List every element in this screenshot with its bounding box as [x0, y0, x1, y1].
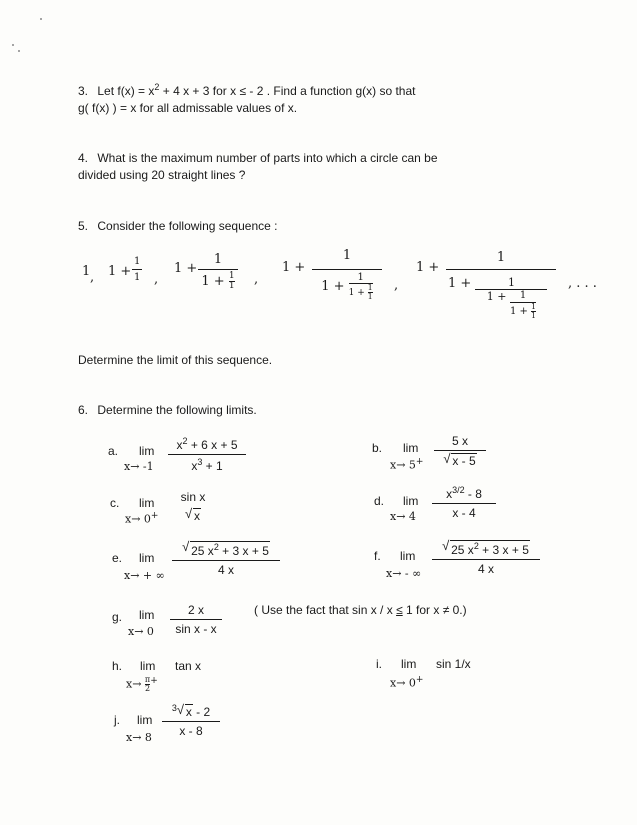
numerator: √ 25 $x^2 + 3$ x + 5	[182, 539, 269, 558]
q3-relation: ≤	[239, 84, 247, 98]
label-a: a.	[108, 444, 119, 458]
q5-conclusion: Determine the limit of this sequence.	[78, 353, 273, 367]
approach-h: x→ $\frac{\pi}{2}$ +	[126, 675, 158, 694]
term-2-lead: 1 +	[108, 264, 132, 279]
inner-lead: 1 +	[448, 276, 472, 291]
inner-numerator: 1	[228, 271, 235, 281]
denominator	[312, 270, 382, 301]
inner-denominator: 1	[228, 281, 235, 291]
separator: ,	[394, 278, 399, 293]
third-numerator: 1	[531, 302, 537, 311]
q5-prompt: Consider the following sequence :	[97, 219, 278, 233]
approach-i: x→ 0+	[390, 675, 424, 690]
q3-text-b: + 4 x + 3 for x	[162, 84, 237, 98]
term-5-lead: 1 +	[416, 260, 440, 275]
fraction-d	[432, 485, 496, 520]
numerator: 1	[342, 248, 352, 263]
numerator: √ 25 $x^2 + 3$ x + 5	[442, 538, 529, 557]
inner-denominator	[475, 289, 547, 320]
term-4-fraction	[312, 248, 382, 301]
q4-number: 4.	[78, 151, 89, 165]
separator: ,	[90, 270, 95, 285]
fraction-g	[170, 603, 222, 636]
approach-d: x→ 4	[390, 510, 416, 523]
q3-text-a: Let f(x) = x	[97, 84, 155, 98]
approach-a: x→ -1	[124, 460, 154, 473]
lim: lim	[140, 659, 156, 673]
numerator: 5 x	[451, 434, 468, 448]
q4-line1	[78, 151, 438, 165]
scan-speck	[18, 50, 20, 52]
third-lead: 1 +	[509, 306, 528, 317]
expression-h: tan x	[175, 659, 202, 673]
innermost-denominator: 1	[367, 292, 373, 301]
expression-i: sin 1/x	[436, 657, 471, 671]
label-h: h.	[112, 659, 123, 673]
label-i: i.	[376, 657, 382, 671]
q6-heading	[78, 403, 257, 417]
numerator: 1	[213, 252, 223, 267]
approach-j: x→ 8	[126, 731, 152, 744]
term-4-lead: 1 +	[282, 260, 306, 275]
denominator	[198, 270, 238, 291]
fraction-f	[432, 540, 540, 576]
lim: lim	[403, 494, 419, 508]
label-d: d.	[374, 494, 385, 508]
denominator: √ x - 5	[443, 451, 476, 468]
inner-denominator	[349, 283, 373, 301]
numerator: 1	[134, 256, 141, 267]
term-2-fraction	[132, 256, 142, 283]
fraction-c	[174, 490, 212, 523]
term-1: 1	[82, 264, 91, 279]
numerator: sin x	[180, 490, 206, 504]
q3-exponent: 2	[154, 82, 160, 92]
denominator: 4 x	[477, 562, 494, 576]
inner-lead: 1 +	[321, 279, 345, 294]
numerator: 1	[496, 250, 506, 265]
denominator: √ x	[185, 506, 200, 523]
q4-text: What is the maximum number of parts into which a circle can be	[97, 151, 438, 165]
q6-number: 6.	[78, 403, 89, 417]
fraction-j	[162, 703, 220, 738]
q5-number: 5.	[78, 219, 89, 233]
denominator: 1	[134, 272, 141, 283]
sequence-ellipsis: , . . .	[568, 276, 597, 291]
q3-text-c: - 2 . Find a function g(x) so that	[249, 84, 416, 98]
q3-number: 3.	[78, 84, 89, 98]
denominator: 4 x	[217, 563, 234, 577]
label-e: e.	[112, 551, 123, 565]
innermost-lead: 1 +	[348, 288, 365, 298]
lim: lim	[139, 551, 155, 565]
second-numerator: 1	[519, 290, 527, 301]
q3-line2: g( f(x) ) = x for all admissable values of x.	[78, 101, 298, 115]
inner-lead: 1 +	[201, 274, 225, 289]
denominator: x - 4	[452, 506, 476, 520]
denominator	[446, 270, 556, 320]
lim: lim	[400, 549, 416, 563]
fraction-b	[434, 434, 486, 468]
numerator: $x^2 + 6$ x + 5	[176, 436, 238, 452]
scan-speck	[12, 44, 14, 46]
separator: ,	[254, 272, 259, 287]
q5-heading	[78, 219, 277, 233]
term-3-fraction	[198, 252, 238, 291]
label-g: g.	[112, 610, 123, 624]
q6-prompt: Determine the following limits.	[97, 403, 257, 417]
approach-b: x→ 5+	[390, 457, 424, 472]
second-denominator	[510, 302, 536, 320]
lim: lim	[137, 713, 153, 727]
second-lead: 1 +	[486, 290, 507, 303]
lim: lim	[401, 657, 417, 671]
lim: lim	[139, 444, 155, 458]
separator: ,	[154, 272, 159, 287]
lim: lim	[403, 441, 419, 455]
label-b: b.	[372, 441, 383, 455]
fraction-a	[168, 436, 246, 473]
numerator: 2 x	[187, 603, 204, 617]
numerator: $x^{3/2} - 8$	[446, 485, 482, 501]
q4-line2: divided using 20 straight lines ?	[78, 168, 246, 182]
lim: lim	[139, 496, 155, 510]
label-c: c.	[110, 496, 120, 510]
term-3-lead: 1 +	[174, 261, 198, 276]
lim: lim	[139, 608, 155, 622]
approach-g: x→ 0	[128, 625, 154, 638]
numerator: $^3$ √ x - 2	[171, 702, 211, 719]
approach-e: x→ + ∞	[124, 569, 165, 582]
approach-f: x→ - ∞	[386, 567, 422, 580]
q3-line1	[78, 82, 415, 98]
fraction-e	[172, 541, 280, 577]
denominator: x - 8	[179, 724, 203, 738]
hint-g: ( Use the fact that sin x / x ≤ 1 for x ≠ 0.)	[254, 603, 467, 617]
inner-numerator: 1	[507, 276, 515, 289]
inner-numerator: 1	[357, 272, 364, 283]
innermost-numerator: 1	[367, 283, 373, 292]
third-denominator: 1	[531, 311, 537, 320]
approach-c: x→ 0+	[125, 511, 159, 526]
denominator: sin x - x	[175, 622, 217, 636]
scan-speck	[40, 18, 42, 20]
label-f: f.	[374, 549, 381, 563]
denominator: $x^3 + 1$	[191, 457, 223, 473]
term-5-fraction	[446, 250, 556, 320]
label-j: j.	[114, 713, 120, 727]
